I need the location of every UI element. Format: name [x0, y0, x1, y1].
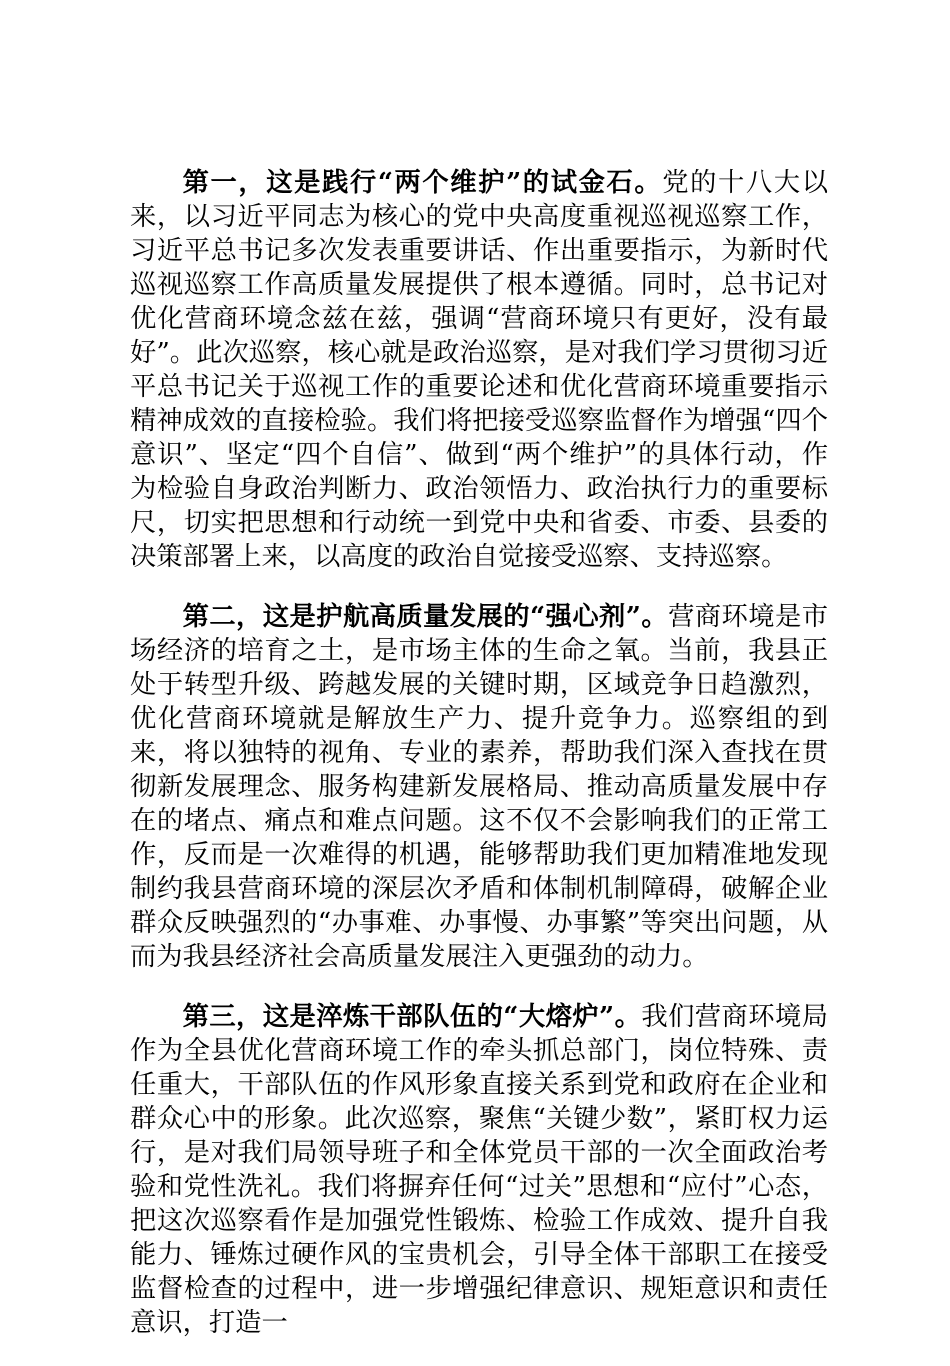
paragraph-first: [130, 166, 828, 574]
paragraph-second: [130, 600, 828, 974]
paragraph-body: 我们营商环境局作为全县优化营商环境工作的牵头抓总部门，岗位特殊、责任重大，干部队伍的作风形象直接关系到党和政府在企业和群众心中的形象。此次巡察，聚焦“关键少数”，紧盯权力运行，是对我们局领导班子和全体党员干部的一次全面政治考验和党性洗礼。我们将摒弃任何“过关”思想和“应付”心态，把这次巡察看作是加强党性锻炼、检验工作成效、提升自我能力、锤炼过硬作风的宝贵机会，引导全体干部职工在接受监督检查的过程中，进一步增强纪律意识、规矩意识和责任意识，打造一: [130, 1002, 828, 1338]
paragraph-lead: 第一，这是践行“两个维护”的试金石。: [182, 167, 663, 198]
paragraph-body: 营商环境是市场经济的培育之土，是市场主体的生命之氧。当前，我县正处于转型升级、跨越发展的关键时期，区域竞争日趋激烈，优化营商环境就是解放生产力、提升竞争力。巡察组的到来，将以独特的视角、专业的素养，帮助我们深入查找在贯彻新发展理念、服务构建新发展格局、推动高质量发展中存在的堵点、痛点和难点问题。这不仅不会影响我们的正常工作，反而是一次难得的机遇，能够帮助我们更加精准地发现制约我县营商环境的深层次矛盾和体制机制障碍，破解企业群众反映强烈的“办事难、办事慢、办事繁”等突出问题，从而为我县经济社会高质量发展注入更强劲的动力。: [130, 602, 828, 972]
document-page: [130, 166, 828, 1366]
paragraph-body: 党的十八大以来，以习近平同志为核心的党中央高度重视巡视巡察工作，习近平总书记多次发表重要讲话、作出重要指示，为新时代巡视巡察工作高质量发展提供了根本遵循。同时，总书记对优化营商环境念兹在兹，强调“营商环境只有更好，没有最好”。此次巡察，核心就是政治巡察，是对我们学习贯彻习近平总书记关于巡视工作的重要论述和优化营商环境重要指示精神成效的直接检验。我们将把接受巡察监督作为增强“四个意识”、坚定“四个自信”、做到“两个维护”的具体行动，作为检验自身政治判断力、政治领悟力、政治执行力的重要标尺，切实把思想和行动统一到党中央和省委、市委、县委的决策部署上来，以高度的政治自觉接受巡察、支持巡察。: [130, 168, 828, 572]
paragraph-lead: 第三，这是淬炼干部队伍的“大熔炉”。: [182, 1001, 642, 1032]
paragraph-lead: 第二，这是护航高质量发展的“强心剂”。: [182, 601, 669, 632]
paragraph-third: [130, 1000, 828, 1340]
